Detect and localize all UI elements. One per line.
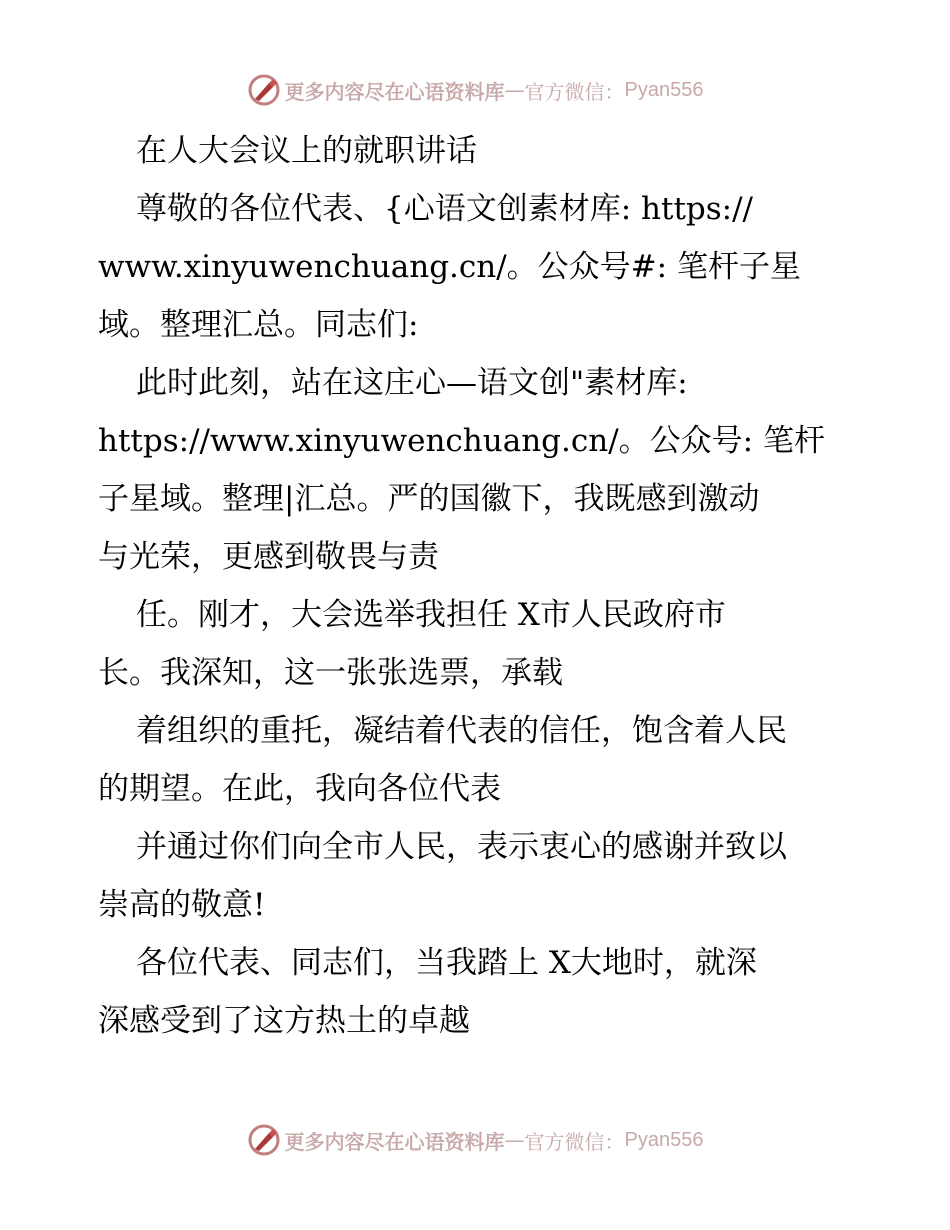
watermark-dash: — xyxy=(504,78,525,102)
watermark-brand: 更多内容尽在心语资料库 xyxy=(284,1129,505,1154)
text-line: 着组织的重托，凝结着代表的信任，饱含着人民 xyxy=(136,713,787,749)
text-line: 并通过你们向全市人民，表示衷心的感谢并致以 xyxy=(136,829,787,865)
text-line: 子星域。整理|汇总。严的国徽下，我既感到激动 xyxy=(98,481,760,517)
text-line: 各位代表、同志们，当我踏上 X大地时，就深 xyxy=(136,945,757,981)
text-line: https://www.xinyuwenchuang.cn/。公众号: 笔杆 xyxy=(98,423,825,459)
watermark-wechat-id: Pyan556 xyxy=(624,78,704,101)
text-line: 深感受到了这方热土的卓越 xyxy=(98,1003,470,1039)
text-line: 长。我深知，这一张张选票，承载 xyxy=(98,655,563,691)
text-line: 此时此刻，站在这庄心—语文创"素材库: xyxy=(136,365,688,401)
watermark-brand: 更多内容尽在心语资料库 xyxy=(284,79,505,104)
watermark-wechat-label: 官方微信： xyxy=(524,1129,625,1154)
watermark-dash: — xyxy=(504,1128,525,1152)
text-line: 的期望。在此，我向各位代表 xyxy=(98,771,501,807)
document-body xyxy=(98,122,858,1050)
text-line: 域。整理汇总。同志们: xyxy=(98,307,419,343)
text-line: 在人大会议上的就职讲话 xyxy=(136,133,477,169)
text-line: 任。刚才，大会选举我担任 X市人民政府市 xyxy=(136,597,726,633)
pen-logo-icon xyxy=(247,1123,281,1157)
text-line: 崇高的敬意! xyxy=(98,887,266,923)
text-line: www.xinyuwenchuang.cn/。公众号#: 笔杆子星 xyxy=(98,249,801,285)
text-line: 尊敬的各位代表、{心语文创素材库: https:// xyxy=(136,191,753,227)
header-watermark xyxy=(0,70,950,110)
footer-watermark xyxy=(0,1120,950,1160)
pen-logo-icon xyxy=(247,73,281,107)
watermark-wechat-label: 官方微信： xyxy=(524,79,625,104)
watermark-wechat-id: Pyan556 xyxy=(624,1128,704,1151)
text-line: 与光荣，更感到敬畏与责 xyxy=(98,539,439,575)
